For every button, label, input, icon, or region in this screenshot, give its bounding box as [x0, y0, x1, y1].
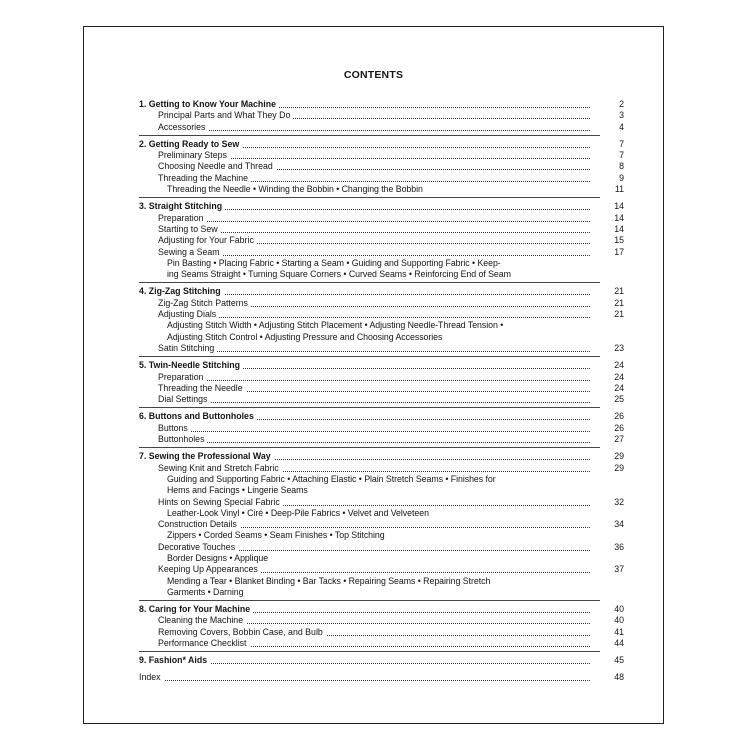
toc-entry-text: 4. Zig-Zag Stitching [139, 286, 224, 296]
toc-chapter-row [139, 451, 624, 462]
toc-entry-text: Index [139, 672, 164, 682]
toc-entry-text: Preparation [158, 213, 206, 223]
toc-entry-text: Threading the Needle • Winding the Bobbin • Changing the Bobbin [167, 184, 423, 195]
toc-entry-text: Adjusting Stitch Width • Adjusting Stitch Placement • Adjusting Needle-Thread Tension • [167, 320, 504, 331]
toc-page-number: 17 [614, 246, 624, 257]
toc-entry-row [139, 638, 624, 649]
toc-chapter-row [139, 286, 624, 297]
toc-page-number: 21 [614, 297, 624, 308]
toc-entry-text: Garments • Darning [167, 586, 244, 597]
toc-subtopics-row [139, 320, 624, 331]
toc-page-number: 45 [614, 655, 624, 666]
toc-page-number: 9 [619, 172, 624, 183]
toc-entry-row [139, 627, 624, 638]
toc-entry-row [139, 247, 624, 258]
toc-entry-text: Threading the Machine [158, 173, 251, 183]
section-divider [139, 197, 600, 198]
toc-entry-row [139, 122, 624, 133]
toc-entry-row [139, 372, 624, 383]
section-divider [139, 600, 600, 601]
toc-page-number: 24 [614, 371, 624, 382]
toc-entry-row [139, 497, 624, 508]
toc-page-number: 29 [614, 462, 624, 473]
toc-entry-row [139, 394, 624, 405]
toc-subtopics-row [139, 587, 624, 598]
toc-page-number: 24 [614, 360, 624, 371]
section-divider [139, 651, 600, 652]
toc-entry-row [139, 463, 624, 474]
toc-entry-row [139, 213, 624, 224]
toc-entry-text: Preparation [158, 372, 206, 382]
toc-chapter-row [139, 411, 624, 422]
toc-page-number: 3 [619, 110, 624, 121]
toc-entry-row [139, 110, 624, 121]
toc-entry-text: Buttons [158, 423, 191, 433]
toc-page-number: 23 [614, 342, 624, 353]
toc-entry-row [139, 434, 624, 445]
toc-entry-text: Adjusting Dials [158, 309, 219, 319]
document-page [83, 26, 664, 724]
toc-page-number: 36 [614, 541, 624, 552]
toc-chapter-row [139, 360, 624, 371]
toc-entry-text: Hints on Sewing Special Fabric [158, 497, 283, 507]
toc-page-number: 14 [614, 223, 624, 234]
toc-page-number: 32 [614, 496, 624, 507]
toc-entry-text: ing Seams Straight • Turning Square Corners • Curved Seams • Reinforcing End of Seam [167, 269, 511, 280]
toc-entry-row [139, 542, 624, 553]
toc-page-number: 21 [614, 286, 624, 297]
section-divider [139, 447, 600, 448]
toc-page-number: 21 [614, 309, 624, 320]
section-divider [139, 135, 600, 136]
toc-entry-text: Choosing Needle and Thread [158, 161, 276, 171]
toc-entry-text: 1. Getting to Know Your Machine [139, 99, 279, 109]
toc-entry-text: Construction Details [158, 519, 240, 529]
toc-page-number: 26 [614, 422, 624, 433]
table-of-contents [139, 99, 624, 683]
toc-subtopics-row [139, 474, 624, 485]
toc-page-number: 11 [614, 184, 624, 195]
toc-subtopics-row [139, 530, 624, 541]
section-divider [139, 407, 600, 408]
toc-entry-text: Keeping Up Appearances [158, 564, 261, 574]
toc-page-number: 24 [614, 382, 624, 393]
toc-entry-row [139, 224, 624, 235]
toc-page-number: 15 [614, 235, 624, 246]
toc-entry-text: Preliminary Steps [158, 150, 230, 160]
toc-page-number: 26 [614, 411, 624, 422]
toc-entry-text: Sewing a Seam [158, 247, 223, 257]
section-divider [139, 356, 600, 357]
toc-page-number: 34 [614, 519, 624, 530]
toc-entry-text: 5. Twin-Needle Stitching [139, 360, 243, 370]
toc-entry-row [139, 423, 624, 434]
toc-entry-text: 7. Sewing the Professional Way [139, 451, 274, 461]
toc-page-number: 14 [614, 201, 624, 212]
toc-page-number: 27 [614, 434, 624, 445]
toc-chapter-row [139, 139, 624, 150]
toc-entry-text: Pin Basting • Placing Fabric • Starting a Seam • Guiding and Supporting Fabric • Keep- [167, 257, 501, 268]
toc-entry-text: Decorative Touches [158, 542, 238, 552]
toc-entry-text: Dial Settings [158, 394, 210, 404]
toc-chapter-row [139, 672, 624, 683]
toc-page-number: 44 [614, 638, 624, 649]
toc-subtopics-row [139, 269, 624, 280]
toc-entry-text: Principal Parts and What They Do [158, 110, 293, 120]
toc-entry-row [139, 519, 624, 530]
toc-page-number: 7 [619, 138, 624, 149]
toc-subtopics-row [139, 332, 624, 343]
toc-entry-row [139, 564, 624, 575]
toc-subtopics-row [139, 184, 624, 195]
toc-chapter-row [139, 655, 624, 666]
toc-entry-text: 9. Fashion* Aids [139, 655, 210, 665]
toc-entry-text: Sewing Knit and Stretch Fabric [158, 463, 282, 473]
toc-entry-text: 8. Caring for Your Machine [139, 604, 253, 614]
toc-page-number: 4 [619, 121, 624, 132]
section-divider [139, 282, 600, 283]
toc-entry-text: 6. Buttons and Buttonholes [139, 411, 257, 421]
contents-title: CONTENTS [343, 69, 404, 81]
toc-entry-text: Accessories [158, 122, 208, 132]
toc-subtopics-row [139, 553, 624, 564]
toc-entry-text: Removing Covers, Bobbin Case, and Bulb [158, 627, 326, 637]
toc-entry-row [139, 161, 624, 172]
toc-entry-text: 2. Getting Ready to Sew [139, 139, 242, 149]
toc-page-number: 41 [614, 626, 624, 637]
toc-page-number: 14 [614, 212, 624, 223]
toc-entry-text: Mending a Tear • Blanket Binding • Bar Tacks • Repairing Seams • Repairing Stretch [167, 575, 491, 586]
toc-page-number: 25 [614, 394, 624, 405]
toc-subtopics-row [139, 485, 624, 496]
toc-page-number: 48 [614, 672, 624, 683]
toc-entry-text: 3. Straight Stitching [139, 201, 225, 211]
toc-entry-text: Hems and Facings • Lingerie Seams [167, 485, 308, 496]
toc-chapter-row [139, 604, 624, 615]
toc-page-number: 8 [619, 161, 624, 172]
toc-entry-text: Buttonholes [158, 434, 207, 444]
toc-subtopics-row [139, 508, 624, 519]
toc-entry-text: Adjusting Stitch Control • Adjusting Pressure and Choosing Accessories [167, 331, 443, 342]
toc-entry-text: Zippers • Corded Seams • Seam Finishes • Top Stitching [167, 530, 385, 541]
toc-entry-row [139, 383, 624, 394]
toc-entry-text: Guiding and Supporting Fabric • Attaching Elastic • Plain Stretch Seams • Finishes for [167, 473, 496, 484]
toc-entry-text: Cleaning the Machine [158, 615, 246, 625]
toc-entry-row [139, 173, 624, 184]
toc-page-number: 40 [614, 604, 624, 615]
toc-entry-row [139, 235, 624, 246]
toc-page-number: 29 [614, 451, 624, 462]
toc-subtopics-row [139, 258, 624, 269]
toc-entry-text: Leather-Look Vinyl • Ciré • Deep-Pile Fabrics • Velvet and Velveteen [167, 507, 429, 518]
toc-entry-text: Adjusting for Your Fabric [158, 235, 257, 245]
toc-chapter-row [139, 201, 624, 212]
toc-page-number: 40 [614, 615, 624, 626]
toc-entry-text: Starting to Sew [158, 224, 221, 234]
toc-entry-text: Satin Stitching [158, 343, 217, 353]
toc-entry-text: Threading the Needle [158, 383, 246, 393]
toc-page-number: 37 [614, 564, 624, 575]
toc-page-number: 2 [619, 99, 624, 109]
toc-subtopics-row [139, 576, 624, 587]
toc-entry-row [139, 309, 624, 320]
toc-entry-text: Zig-Zag Stitch Patterns [158, 298, 251, 308]
toc-entry-text: Border Designs • Applique [167, 552, 269, 563]
toc-entry-row [139, 298, 624, 309]
toc-entry-row [139, 615, 624, 626]
toc-page-number: 7 [619, 150, 624, 161]
toc-chapter-row [139, 99, 624, 110]
toc-entry-row [139, 343, 624, 354]
toc-entry-text: Performance Checklist [158, 638, 250, 648]
toc-entry-row [139, 150, 624, 161]
